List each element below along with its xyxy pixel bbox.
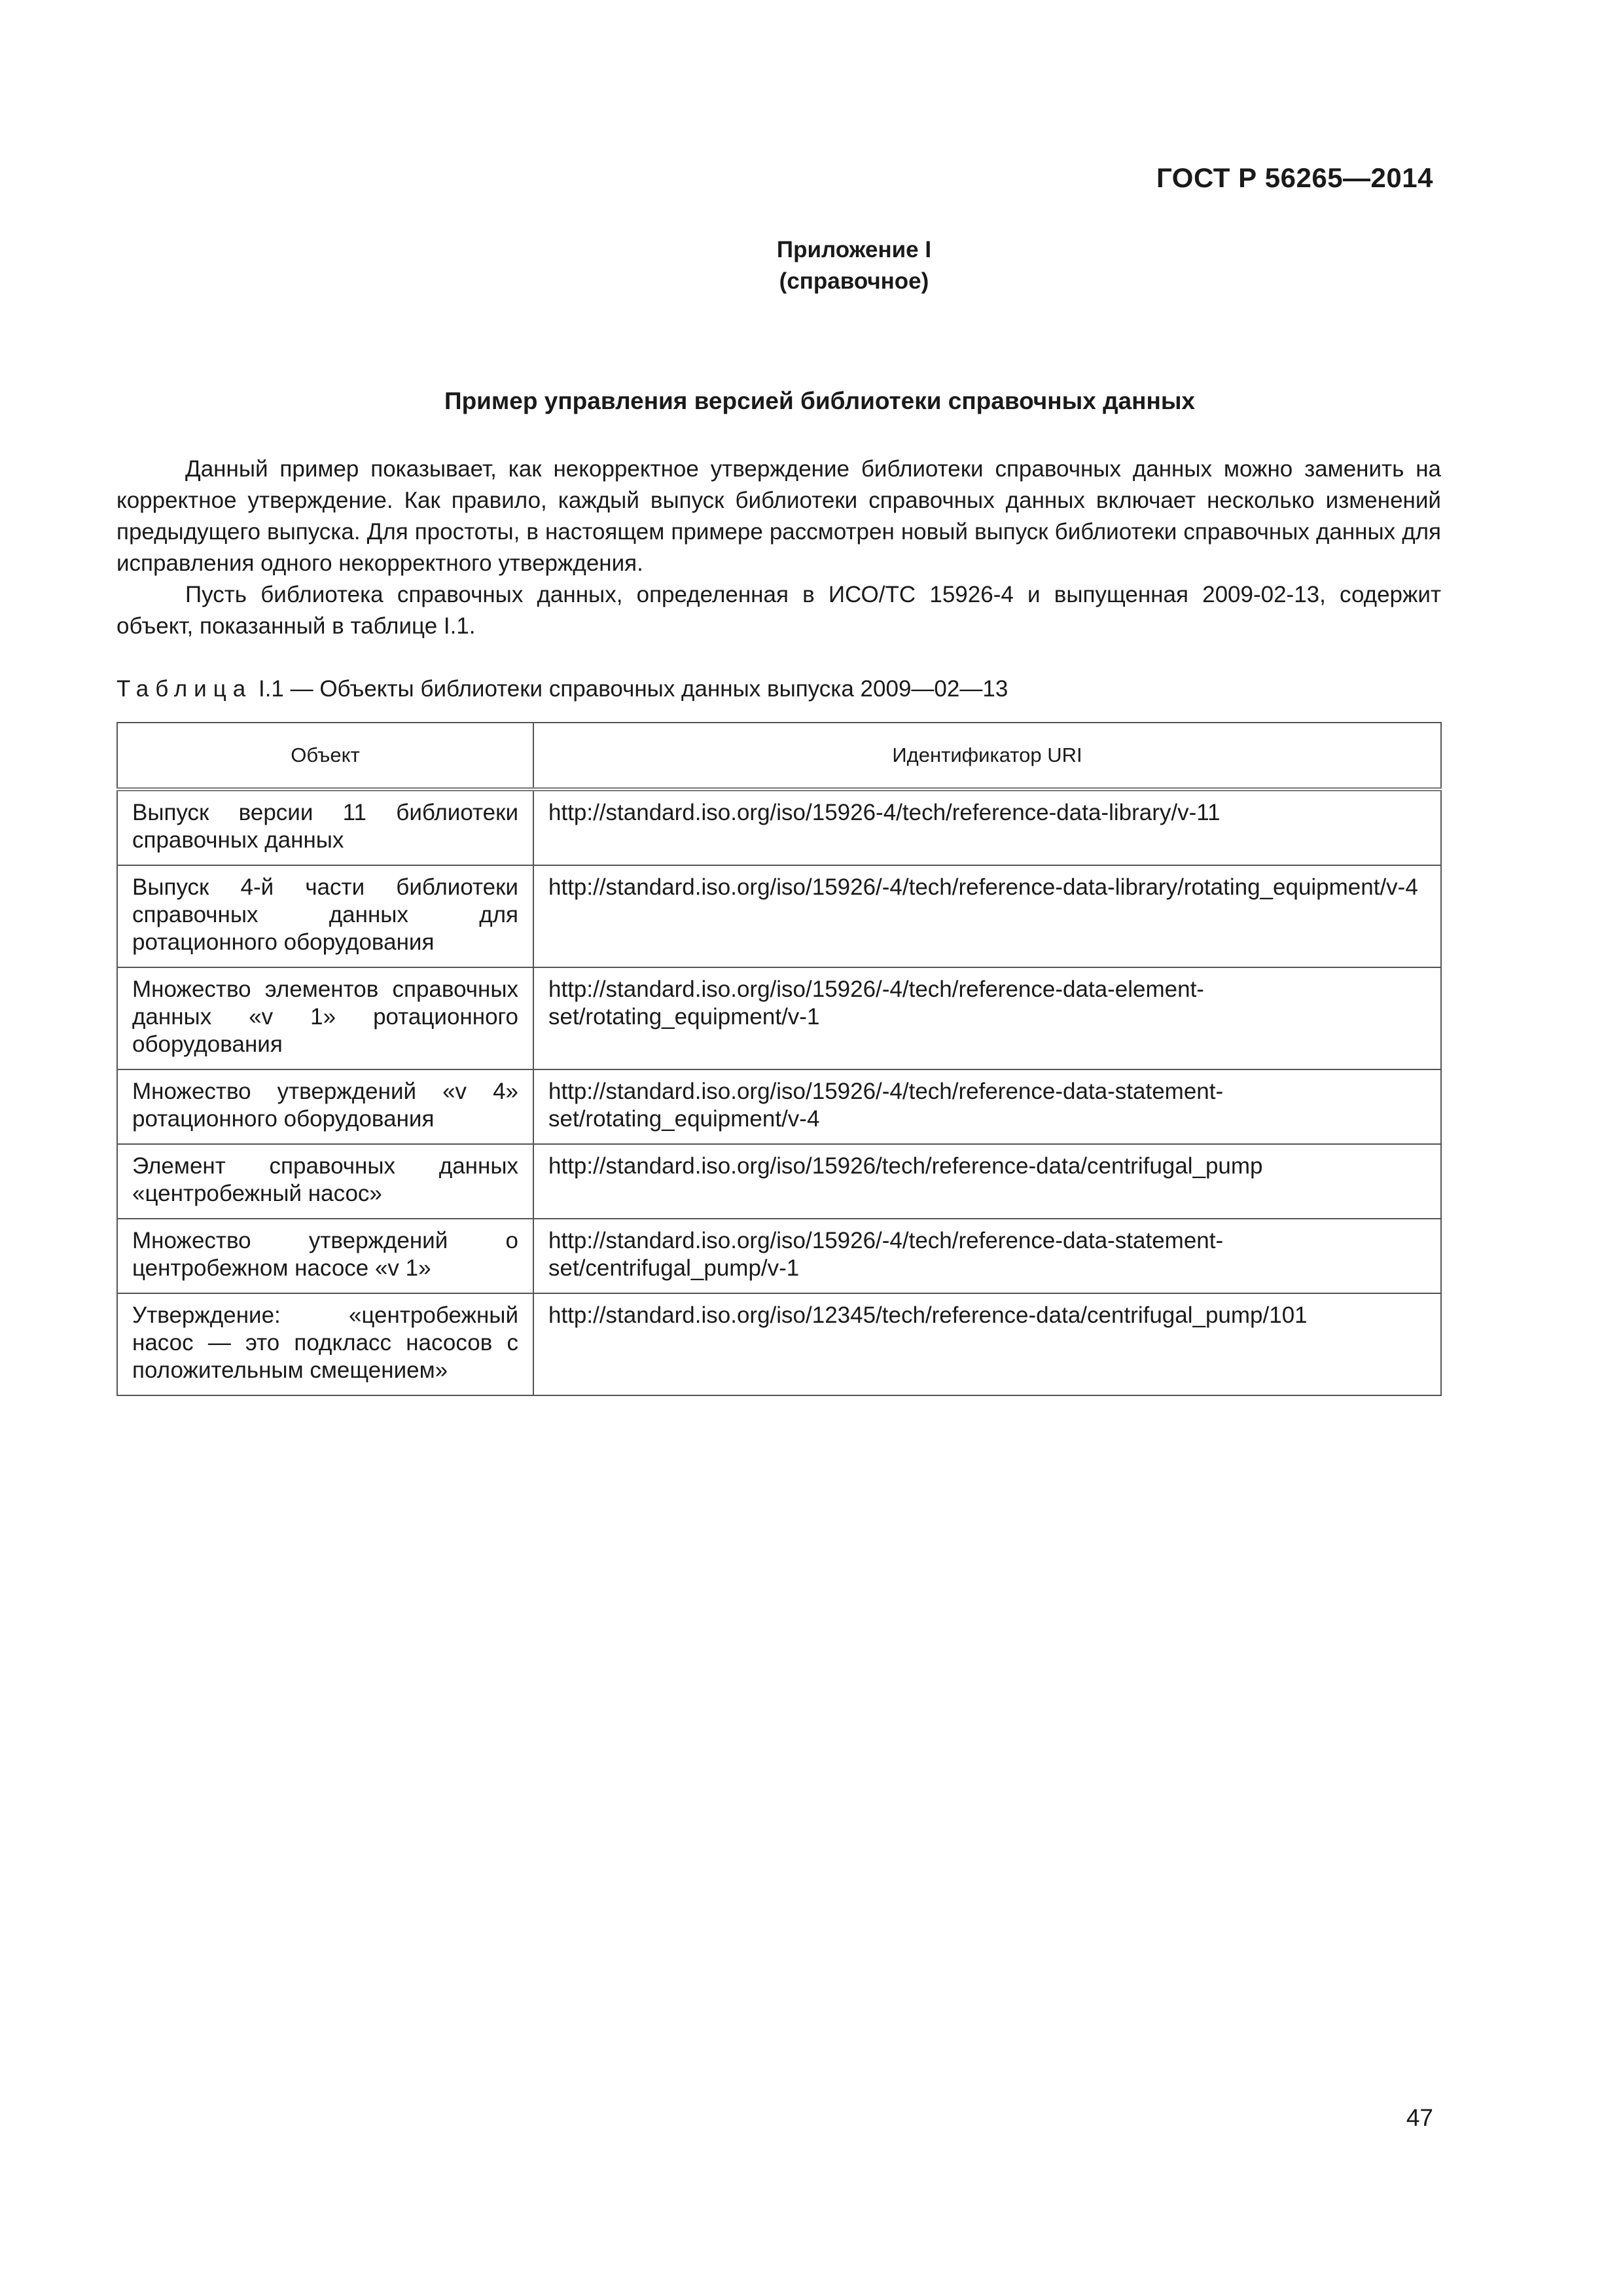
uri-cell: http://standard.iso.org/iso/15926/tech/reference-data/centrifugal_pump — [533, 1144, 1441, 1219]
object-cell: Множество утверждений «v 4» ротационного оборудования — [117, 1069, 533, 1144]
table-caption — [116, 676, 1008, 702]
appendix-type: (справочное) — [779, 268, 929, 294]
table-caption-label: Таблица — [116, 676, 253, 702]
table-row — [117, 865, 1441, 967]
column-header-uri: Идентификатор URI — [533, 723, 1441, 789]
body-text — [116, 454, 1441, 642]
page-number: 47 — [1406, 2104, 1433, 2131]
object-cell: Утверждение: «центробежный насос — это подкласс насосов с положительным смещением» — [117, 1293, 533, 1395]
section-title-text: Пример управления версией библиотеки справочных данных — [444, 387, 1196, 414]
appendix-heading — [0, 234, 1623, 297]
object-cell: Выпуск 4-й части библиотеки справочных данных для ротационного оборудования — [117, 865, 533, 967]
section-title — [0, 387, 1623, 415]
object-cell: Выпуск версии 11 библиотеки справочных данных — [117, 789, 533, 865]
table-row — [117, 1069, 1441, 1144]
table-row — [117, 1293, 1441, 1395]
uri-cell: http://standard.iso.org/iso/12345/tech/reference-data/centrifugal_pump/101 — [533, 1293, 1441, 1395]
table-caption-text: I.1 — Объекты библиотеки справочных данных выпуска 2009—02—13 — [258, 676, 1008, 702]
appendix-label: Приложение I — [776, 237, 932, 262]
paragraph: Данный пример показывает, как некорректное утверждение библиотеки справочных данных можно заменить на корректное утверждение. Как правило, каждый выпуск библиотеки справочных данных включает несколько изменений предыдущего выпуска. Для простоты, в настоящем примере рассмотрен новый выпуск библиотеки справочных данных для исправления одного некорректного утверждения. — [116, 456, 1441, 576]
uri-cell: http://standard.iso.org/iso/15926/-4/tech/reference-data-statement-set/centrifugal_pump/v-1 — [533, 1219, 1441, 1293]
uri-cell: http://standard.iso.org/iso/15926/-4/tech/reference-data-library/rotating_equipment/v-4 — [533, 865, 1441, 967]
table-row — [117, 789, 1441, 865]
document-code: ГОСТ Р 56265—2014 — [1156, 162, 1433, 193]
paragraph: Пусть библиотека справочных данных, определенная в ИСО/ТС 15926-4 и выпущенная 2009-02-13, содержит объект, показанный в таблице I.1. — [116, 582, 1441, 639]
table-row — [117, 1144, 1441, 1219]
objects-table — [116, 722, 1442, 1396]
object-cell: Множество утверждений о центробежном насосе «v 1» — [117, 1219, 533, 1293]
object-cell: Множество элементов справочных данных «v 1» ротационного оборудования — [117, 967, 533, 1069]
table-row — [117, 1219, 1441, 1293]
uri-cell: http://standard.iso.org/iso/15926-4/tech/reference-data-library/v-11 — [533, 789, 1441, 865]
uri-cell: http://standard.iso.org/iso/15926/-4/tech/reference-data-element-set/rotating_equipment/v-1 — [533, 967, 1441, 1069]
table-row — [117, 967, 1441, 1069]
object-cell: Элемент справочных данных «центробежный насос» — [117, 1144, 533, 1219]
column-header-object: Объект — [117, 723, 533, 789]
table-header-row — [117, 723, 1441, 789]
uri-cell: http://standard.iso.org/iso/15926/-4/tech/reference-data-statement-set/rotating_equipment/v-4 — [533, 1069, 1441, 1144]
